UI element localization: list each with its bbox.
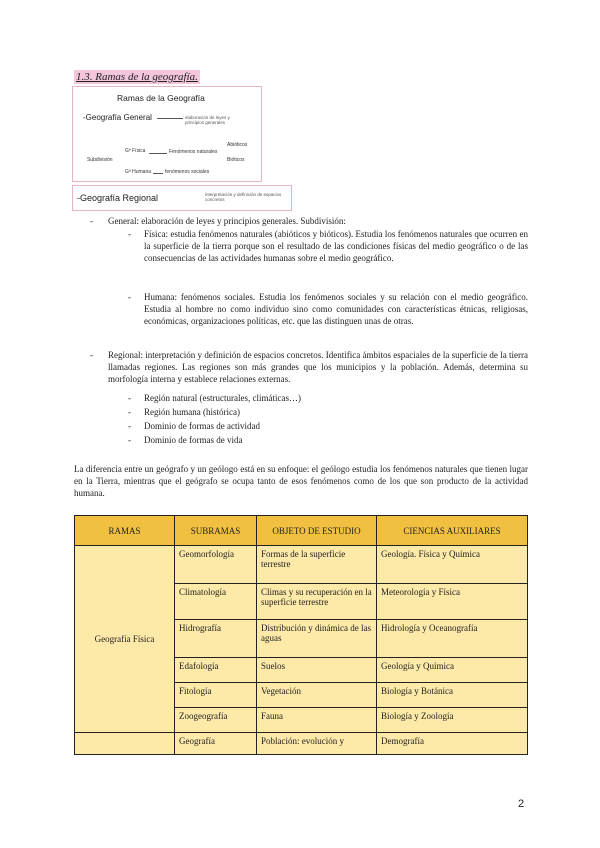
page-number: 2 [518, 798, 525, 810]
list-item-fisica: Física: estudia fenómenos naturales (abióticos y bióticos). Estudia los fenómenos naturales que ocurren en la superficie de la tierra porque son el resultado de las condiciones físicas del medio geográfico o de las consecuencias de las actividades humanas sobre el medio geográfico. [144, 229, 528, 263]
table-cell: Hidrografía [175, 620, 257, 658]
diagram-subdivision: Subdivisión [87, 157, 113, 163]
diagram-humana: Gª Humana [125, 169, 152, 175]
list-item-general: General: elaboración de leyes y principios generales. Subdivisión: [108, 216, 346, 226]
ramas-table [74, 515, 528, 755]
sub-item: Región natural (estructurales, climáticas…) [144, 393, 301, 403]
arrow-fisica [149, 153, 167, 154]
section-heading: 1.3. Ramas de la geografía. [76, 71, 198, 83]
diagram-bioticos: Bióticos [227, 157, 245, 163]
table-cell: Climas y su recuperación en la superficie terrestre [257, 584, 377, 620]
table-cell: Hidrología y Oceanografía [377, 620, 528, 658]
header-cell: SUBRAMAS [175, 516, 257, 546]
table-cell: Vegetación [257, 683, 377, 708]
table-cell: Climatología [175, 584, 257, 620]
list-item-humana: Humana: fenómenos sociales. Estudia los fenómenos sociales y su relación con el medio geográfico. Estudia al hombre no como individuo sino como comunidades con características étnicas, religiosas, económicas, organizaciones políticas, etc. que las distinguen unas de otras. [144, 292, 528, 326]
table-cell: Edafología [175, 658, 257, 683]
table-cell: Biología y Zoología [377, 708, 528, 733]
arrow-humana [153, 173, 163, 174]
diagram-general: -Geografía General [83, 113, 152, 122]
regional-diagram [72, 185, 292, 211]
table-cell: Población: evolución y [257, 733, 377, 755]
table-cell: Fauna [257, 708, 377, 733]
diagram-humana-note: fenómenos sociales [165, 169, 210, 175]
table-row [75, 546, 528, 584]
diagram-regional: -Geografía Regional [77, 193, 159, 203]
rama-cell: Geografía Física [75, 546, 175, 733]
diagram-general-note: elaboración de leyes y principios generales [185, 115, 230, 125]
ramas-diagram [72, 86, 262, 182]
table-cell: Distribución y dinámica de las aguas [257, 620, 377, 658]
diagram-regional-note: interpretación y definición de espacios concretos [205, 192, 282, 202]
table-cell: Biología y Botánica [377, 683, 528, 708]
header-cell: CIENCIAS AUXILIARES [377, 516, 528, 546]
table-header-row [75, 516, 528, 546]
diagram-abioticos: Abióticos [227, 142, 248, 148]
table-cell: Suelos [257, 658, 377, 683]
table-row [75, 733, 528, 755]
sub-item: Dominio de formas de vida [144, 435, 243, 445]
table-cell: Zoogeografía [175, 708, 257, 733]
sub-item: Dominio de formas de actividad [144, 421, 260, 431]
table-cell: Geomorfología [175, 546, 257, 584]
diagram-fisica-note: Fenómenos naturales [169, 149, 218, 155]
table-cell: Geología. Física y Química [377, 546, 528, 584]
rama-cell-empty [75, 733, 175, 755]
arrow-general [157, 118, 183, 119]
table-cell: Fitología [175, 683, 257, 708]
list-item-regional: Regional: interpretación y definición de espacios concretos. Identifica ámbitos espaciales de la superficie de la tierra llamadas regiones. Las regiones son más grandes que los municipios y la población. Además, determina su morfología interna y establece relaciones externas. [108, 350, 528, 384]
table-cell: Meteorología y Física [377, 584, 528, 620]
header-cell: OBJETO DE ESTUDIO [257, 516, 377, 546]
sub-item: Región humana (histórica) [144, 407, 240, 417]
diagram-fisica: Gª Física [125, 148, 146, 154]
header-cell: RAMAS [75, 516, 175, 546]
paragraph: La diferencia entre un geógrafo y un geólogo está en su enfoque: el geólogo estudia los fenómenos naturales que tienen lugar en la Tierra, mientras que el geógrafo se ocupa tanto de esos fenómenos como de los que son producto de la actividad humana. [74, 464, 528, 498]
table-cell: Demografía [377, 733, 528, 755]
diagram-title: Ramas de la Geografía [117, 93, 205, 103]
table-cell: Formas de la superficie terrestre [257, 546, 377, 584]
table-cell: Geología y Química [377, 658, 528, 683]
table-cell: Geografía [175, 733, 257, 755]
